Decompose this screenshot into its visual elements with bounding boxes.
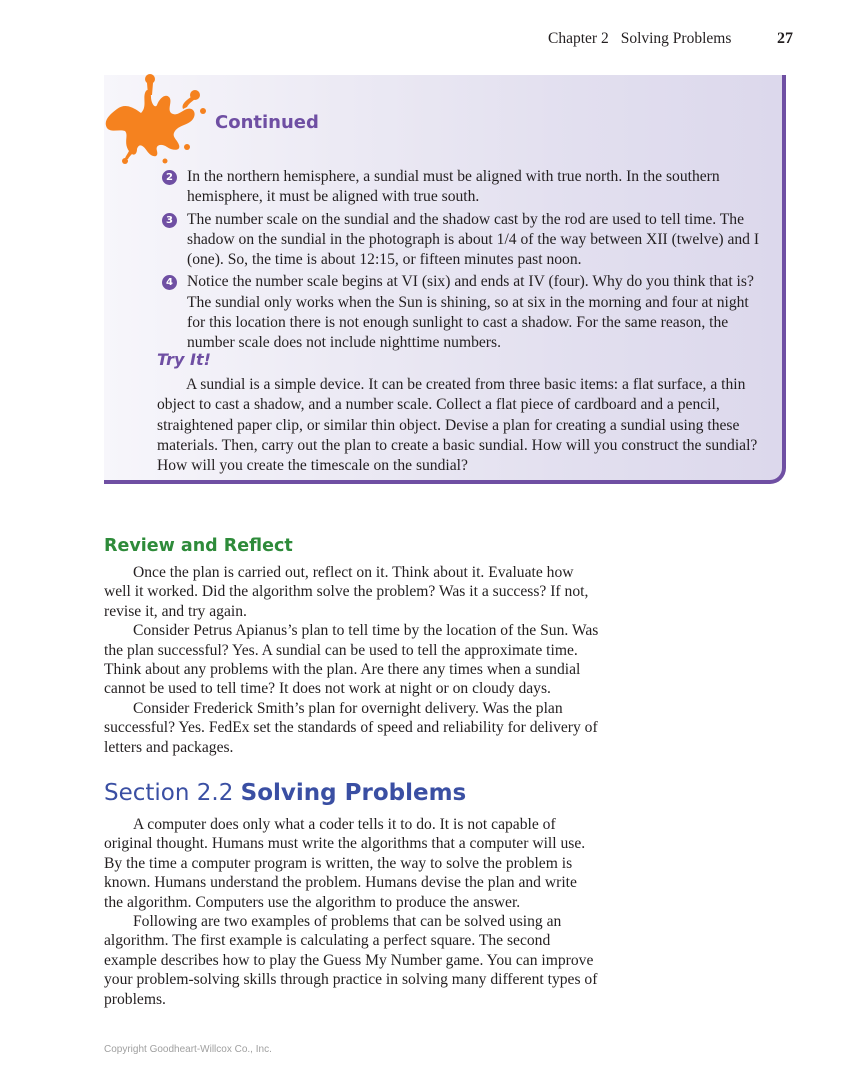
step-text: In the northern hemisphere, a sundial must be aligned with true north. In the southern hemisphere, it must be aligned with true south. [187, 168, 720, 206]
step-number-badge: 4 [162, 275, 177, 290]
section-number: Section 2.2 [104, 780, 234, 806]
review-reflect-body [104, 563, 599, 757]
paragraph: Consider Petrus Apianus’s plan to tell time by the location of the Sun. Was the plan successful? Yes. A sundial can be used to tell the approximate time. Think about any problems with the plan. Are there any times when a sundial cannot be used to tell time? It does not work at night or on cloudy days. [104, 622, 599, 698]
section-body [104, 815, 599, 1009]
paragraph: A computer does only what a coder tells it to do. It is not capable of original thought. Humans must write the algorithms that a computer will use. By the time a computer program is written, the way to solve the problem is known. Humans understand the problem. Humans devise the plan and write the algorithm. Computers use the algorithm to produce the answer. [104, 816, 586, 911]
step-item [160, 167, 760, 208]
paragraph: Once the plan is carried out, reflect on it. Think about it. Evaluate how well it worked. Did the algorithm solve the problem? Was it a success? If not, revise it, and try again. [104, 564, 589, 620]
running-head [548, 30, 793, 48]
chapter-label: Chapter 2 [548, 30, 609, 47]
steps-list [160, 167, 760, 356]
step-text: Notice the number scale begins at VI (six) and ends at IV (four). Why do you think that is? The sundial only works when the Sun is shining, so at six in the morning and four at night for this location there is not enough sunlight to cast a shadow. For the same reason, the number scale does not include nighttime numbers. [187, 273, 754, 352]
step-item [160, 272, 760, 353]
page-number: 27 [777, 30, 793, 47]
review-reflect-heading: Review and Reflect [104, 536, 293, 556]
section-heading [104, 780, 466, 806]
paragraph: Consider Frederick Smith’s plan for overnight delivery. Was the plan successful? Yes. FedEx set the standards of speed and reliability for delivery of letters and packages. [104, 699, 598, 756]
copyright-footer: Copyright Goodheart-Willcox Co., Inc. [104, 1044, 272, 1055]
chapter-title: Solving Problems [620, 30, 732, 47]
try-it-heading: Try It! [157, 350, 211, 369]
step-item [160, 210, 760, 271]
paint-splat-icon [103, 73, 208, 165]
step-number-badge: 2 [162, 170, 177, 185]
step-text: The number scale on the sundial and the shadow cast by the rod are used to tell time. The shadow on the sundial in the photograph is about 1/4 of the way between XII (twelve) and I (one). So, the time is about 12:15, or fifteen minutes past noon. [187, 210, 760, 269]
paragraph: Following are two examples of problems that can be solved using an algorithm. The first example is calculating a perfect square. The second example describes how to play the Guess My Number game. You can improve your problem-solving skills through practice in solving many different types of problems. [104, 913, 598, 1008]
step-number-badge: 3 [162, 213, 177, 228]
box-title: Continued [215, 112, 319, 133]
section-title: Solving Problems [240, 780, 467, 806]
try-it-text: A sundial is a simple device. It can be created from three basic items: a flat surface, a thin object to cast a shadow, and a number scale. Collect a flat piece of cardboard and a pencil, straightened paper clip, or similar thin object. Devise a plan for creating a sundial using these materials. Then, carry out the plan to create a basic sundial. How will you construct the sundial? How will you create the timescale on the sundial? [157, 376, 758, 475]
